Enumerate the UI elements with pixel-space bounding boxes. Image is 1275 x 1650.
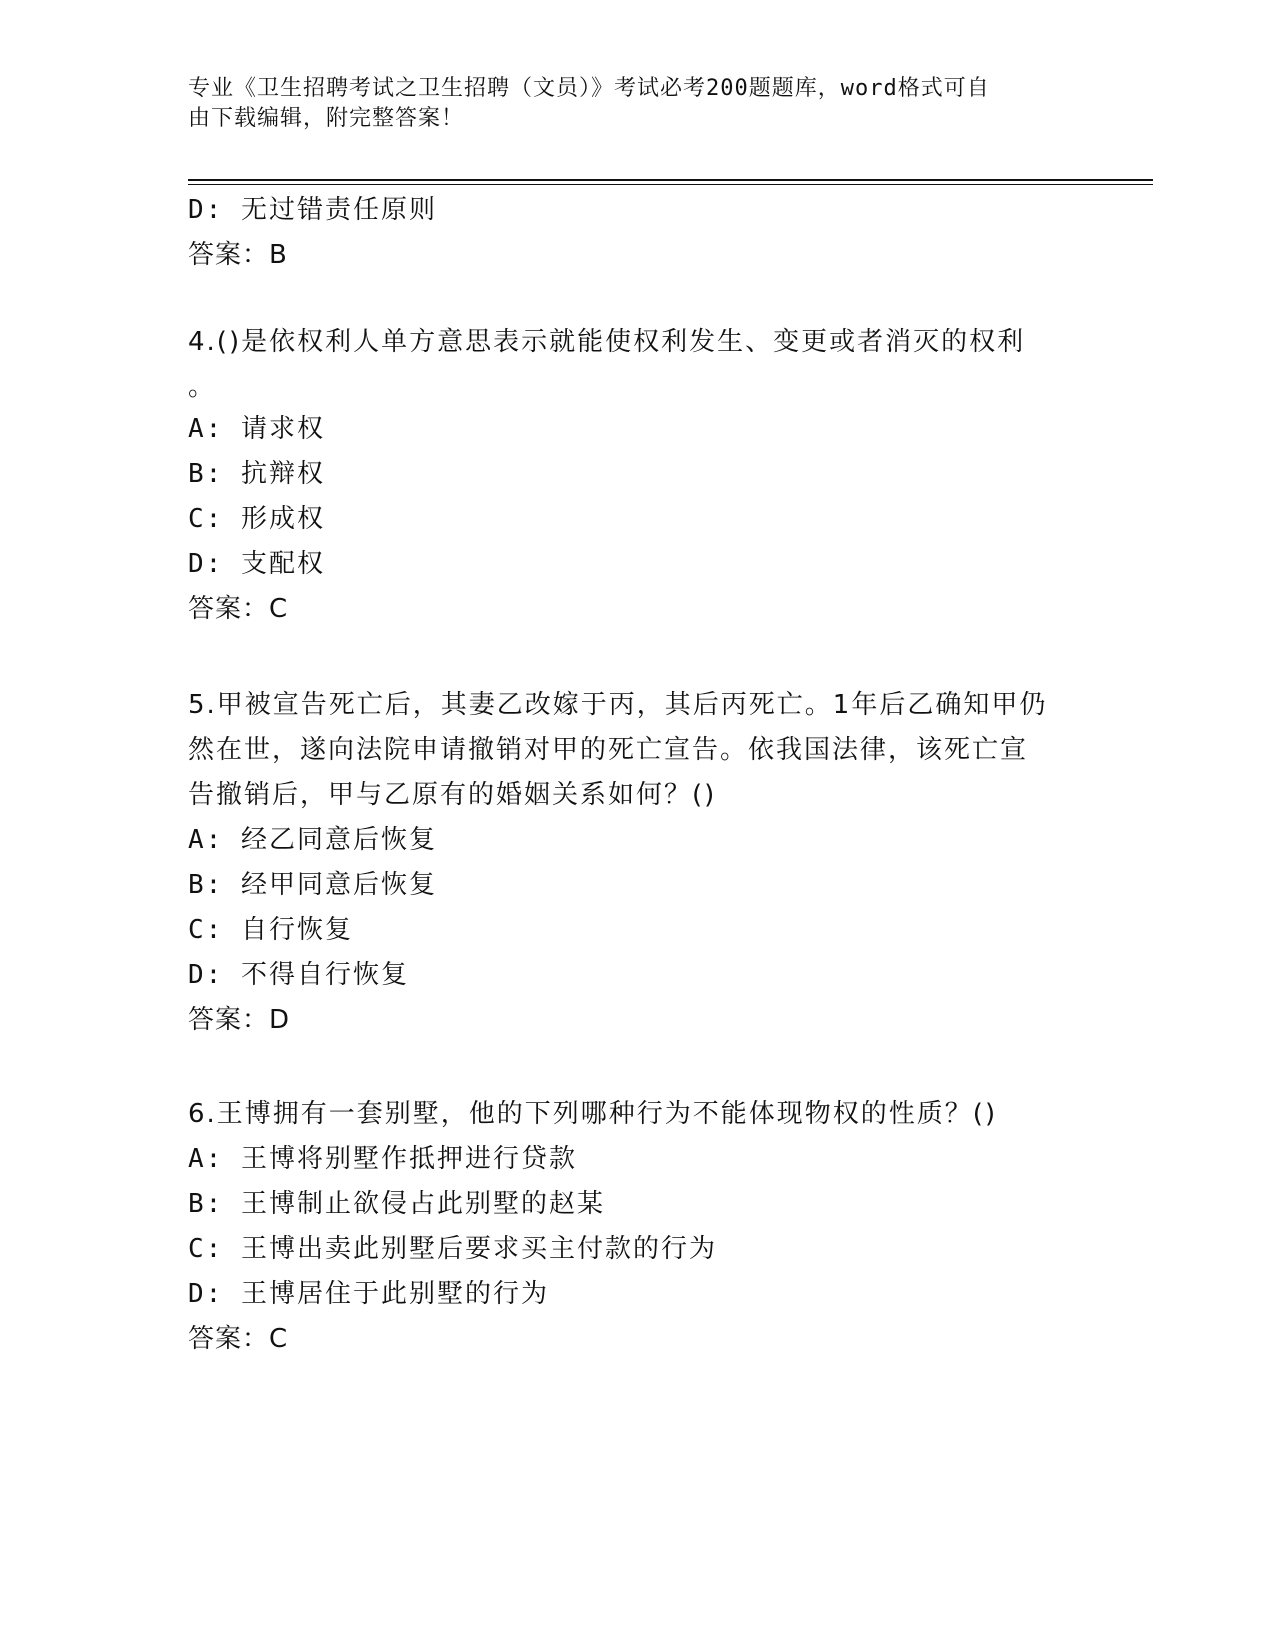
header-line-2: 由下载编辑，附完整答案！ xyxy=(188,106,465,131)
header-divider-thin xyxy=(188,184,1153,185)
q5-option-d: D: 不得自行恢复 xyxy=(188,960,409,990)
q3-option-d: D: 无过错责任原则 xyxy=(188,195,437,225)
q4-stem-line-2: 。 xyxy=(188,372,217,402)
q5-stem-line-2: 然在世，遂向法院申请撤销对甲的死亡宣告。依我国法律，该死亡宣 xyxy=(188,735,1029,765)
q4-option-d: D: 支配权 xyxy=(188,549,325,579)
q6-option-d: D: 王博居住于此别墅的行为 xyxy=(188,1279,549,1309)
q4-option-c: C: 形成权 xyxy=(188,504,325,534)
q3-answer: 答案：B xyxy=(188,240,288,270)
q6-answer: 答案：C xyxy=(188,1324,289,1354)
q6-option-b: B: 王博制止欲侵占此别墅的赵某 xyxy=(188,1189,605,1219)
q5-stem-line-3: 告撤销后，甲与乙原有的婚姻关系如何？() xyxy=(188,780,717,810)
q4-option-a: A: 请求权 xyxy=(188,414,325,444)
q6-option-a: A: 王博将别墅作抵押进行贷款 xyxy=(188,1144,577,1174)
document-header xyxy=(188,74,1088,134)
q5-option-a: A: 经乙同意后恢复 xyxy=(188,825,437,855)
q5-answer: 答案：D xyxy=(188,1005,291,1035)
header-line-1: 专业《卫生招聘考试之卫生招聘（文员）》考试必考200题题库，word格式可自 xyxy=(188,76,990,101)
q5-option-c: C: 自行恢复 xyxy=(188,915,353,945)
q4-option-b: B: 抗辩权 xyxy=(188,459,325,489)
q4-answer: 答案：C xyxy=(188,594,289,624)
q4-stem-line-1: 4.()是依权利人单方意思表示就能使权利发生、变更或者消灭的权利 xyxy=(188,327,1026,357)
q5-option-b: B: 经甲同意后恢复 xyxy=(188,870,437,900)
q6-option-c: C: 王博出卖此别墅后要求买主付款的行为 xyxy=(188,1234,717,1264)
q6-stem-line-1: 6.王博拥有一套别墅，他的下列哪种行为不能体现物权的性质？() xyxy=(188,1099,998,1129)
header-divider-thick xyxy=(188,179,1153,181)
q5-stem-line-1: 5.甲被宣告死亡后，其妻乙改嫁于丙，其后丙死亡。1年后乙确知甲仍 xyxy=(188,690,1048,720)
